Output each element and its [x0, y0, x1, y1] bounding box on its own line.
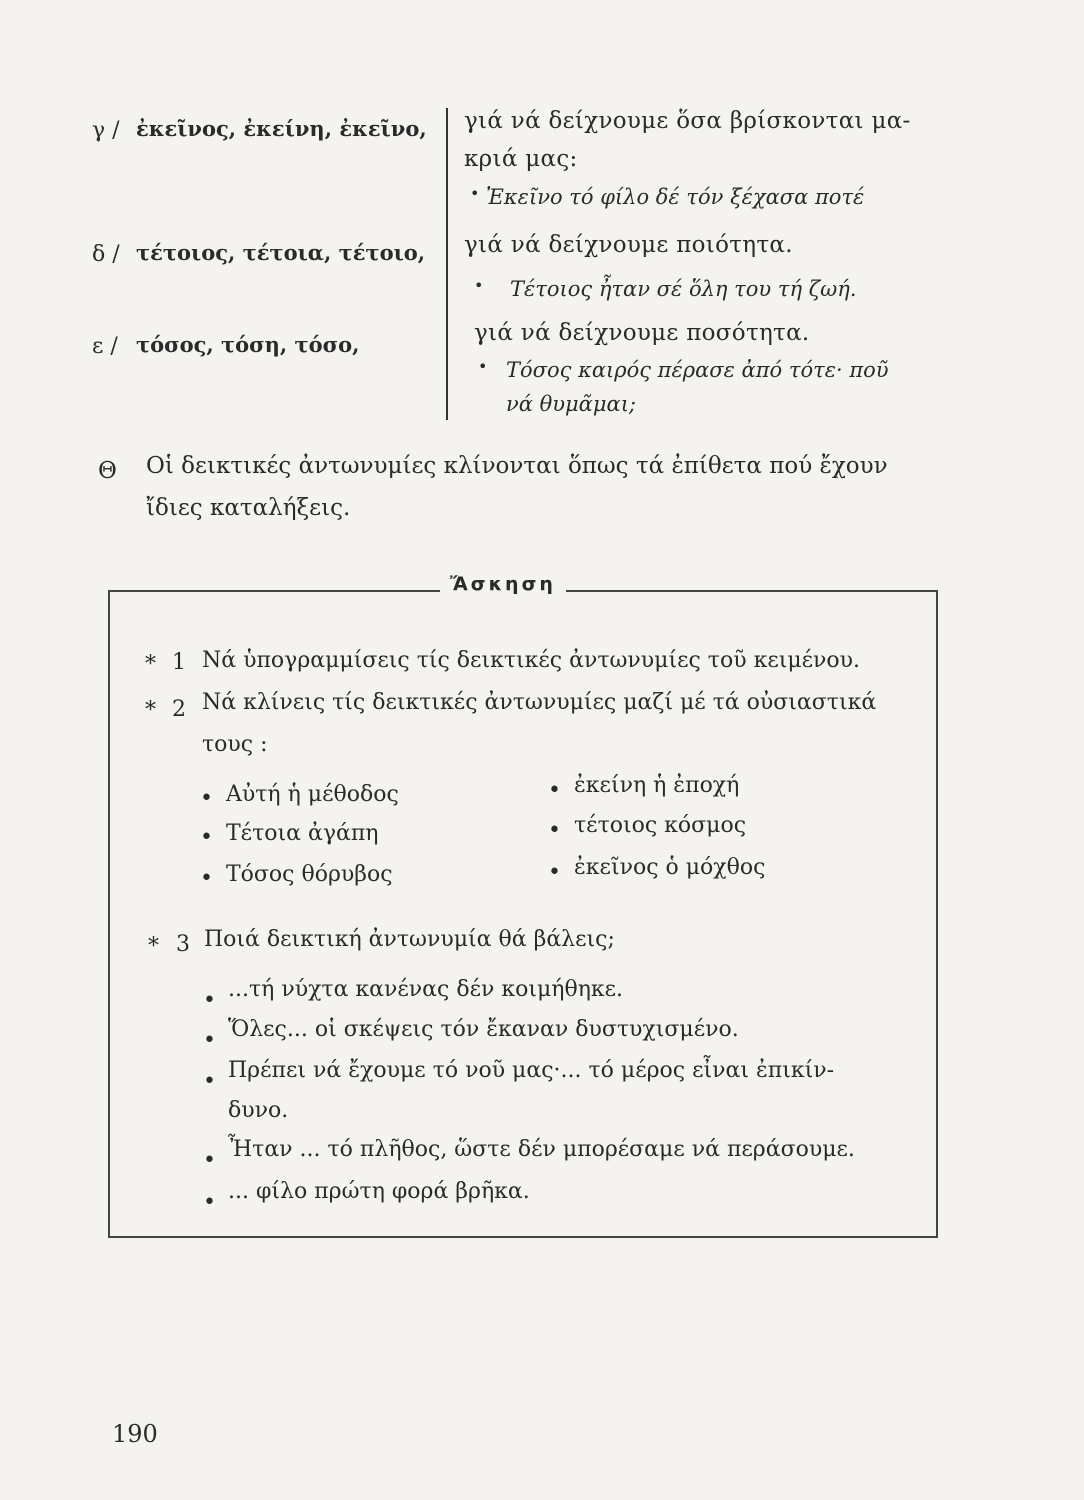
exercise-item: ἐκείνη ἡ ἐποχή	[574, 773, 740, 798]
note-text: ἴδιες καταλήξεις.	[146, 495, 351, 521]
exercise-item: ... φίλο πρώτη φορά βρῆκα.	[228, 1179, 530, 1204]
exercise-item: Ὅλες... οἱ σκέψεις τόν ἔκαναν δυστυχισμένο.	[228, 1017, 739, 1042]
bullet-icon: •	[200, 786, 213, 811]
row-description: γιά νά δείχνουμε ποσότητα.	[474, 320, 810, 346]
page-number: 190	[112, 1420, 158, 1448]
bullet-icon: •	[203, 1069, 216, 1094]
bullet-icon: •	[200, 825, 213, 850]
note-text: Οἱ δεικτικές ἀντωνυμίες κλίνονται ὅπως τά ἐπίθετα πού ἔχουν	[146, 453, 888, 479]
bullet-icon: •	[548, 818, 561, 843]
row-letter: γ /	[92, 118, 120, 143]
exercise-item: Ἦταν ... τό πλῆθος, ὥστε δέν μπορέσαμε νά περάσουμε.	[228, 1137, 855, 1162]
bullet-icon: •	[203, 1148, 216, 1173]
row-example: Τόσος καιρός πέρασε ἀπό τότε· ποῦ	[506, 358, 889, 382]
row-example: Ἐκεῖνο τό φίλο δέ τόν ξέχασα ποτέ	[486, 185, 865, 209]
question-text: τους :	[202, 732, 268, 757]
bullet-icon: •	[548, 860, 561, 885]
exercise-item: δυνο.	[228, 1098, 289, 1123]
row-letter: ε /	[92, 334, 118, 359]
row-pronouns: τόσος, τόση, τόσο,	[136, 332, 360, 357]
bullet-icon: •	[548, 778, 561, 803]
row-letter: δ /	[92, 242, 120, 267]
exercise-item: Τέτοια ἀγάπη	[226, 821, 379, 846]
question-star: *	[145, 698, 156, 723]
question-text: Νά κλίνεις τίς δεικτικές ἀντωνυμίες μαζί μέ τά οὐσιαστικά	[202, 690, 877, 715]
bullet-icon: •	[200, 866, 213, 891]
question-number: 1	[172, 650, 186, 675]
exercise-item: ἐκεῖνος ὁ μόχθος	[574, 855, 766, 880]
row-description: γιά νά δείχνουμε ποιότητα.	[464, 232, 793, 258]
question-text: Νά ὑπογραμμίσεις τίς δεικτικές ἀντωνυμίες τοῦ κειμένου.	[202, 648, 861, 673]
row-pronouns: ἐκεῖνος, ἐκείνη, ἐκεῖνο,	[136, 116, 427, 141]
bullet-icon: •	[470, 184, 480, 203]
row-example: νά θυμᾶμαι;	[506, 392, 636, 416]
exercise-item: ...τή νύχτα κανένας δέν κοιμήθηκε.	[228, 977, 624, 1002]
bullet-icon: •	[203, 1028, 216, 1053]
column-divider	[446, 108, 448, 420]
row-description: κριά μας:	[464, 146, 578, 172]
note-symbol: Θ	[98, 458, 117, 484]
question-star: *	[145, 652, 156, 677]
bullet-icon: •	[203, 988, 216, 1013]
bullet-icon: •	[474, 276, 484, 295]
question-star: *	[148, 934, 159, 959]
row-example: Τέτοιος ἦταν σέ ὅλη του τή ζωή.	[510, 277, 857, 301]
question-number: 3	[176, 932, 190, 957]
exercise-item: Τόσος θόρυβος	[226, 862, 393, 887]
bullet-icon: •	[203, 1190, 216, 1215]
row-description: γιά νά δείχνουμε ὅσα βρίσκονται μα-	[464, 108, 911, 134]
exercise-item: Αὐτή ἡ μέθοδος	[226, 782, 399, 807]
exercise-title: Ἄσκηση	[450, 573, 556, 595]
question-number: 2	[172, 697, 186, 722]
exercise-title-wrap	[440, 573, 566, 595]
exercise-item: τέτοιος κόσμος	[574, 813, 747, 838]
row-pronouns: τέτοιος, τέτοια, τέτοιο,	[136, 240, 426, 265]
question-text: Ποιά δεικτική ἀντωνυμία θά βάλεις;	[204, 927, 615, 952]
bullet-icon: •	[478, 357, 488, 376]
exercise-item: Πρέπει νά ἔχουμε τό νοῦ μας·... τό μέρος εἶναι ἐπικίν-	[228, 1058, 835, 1083]
